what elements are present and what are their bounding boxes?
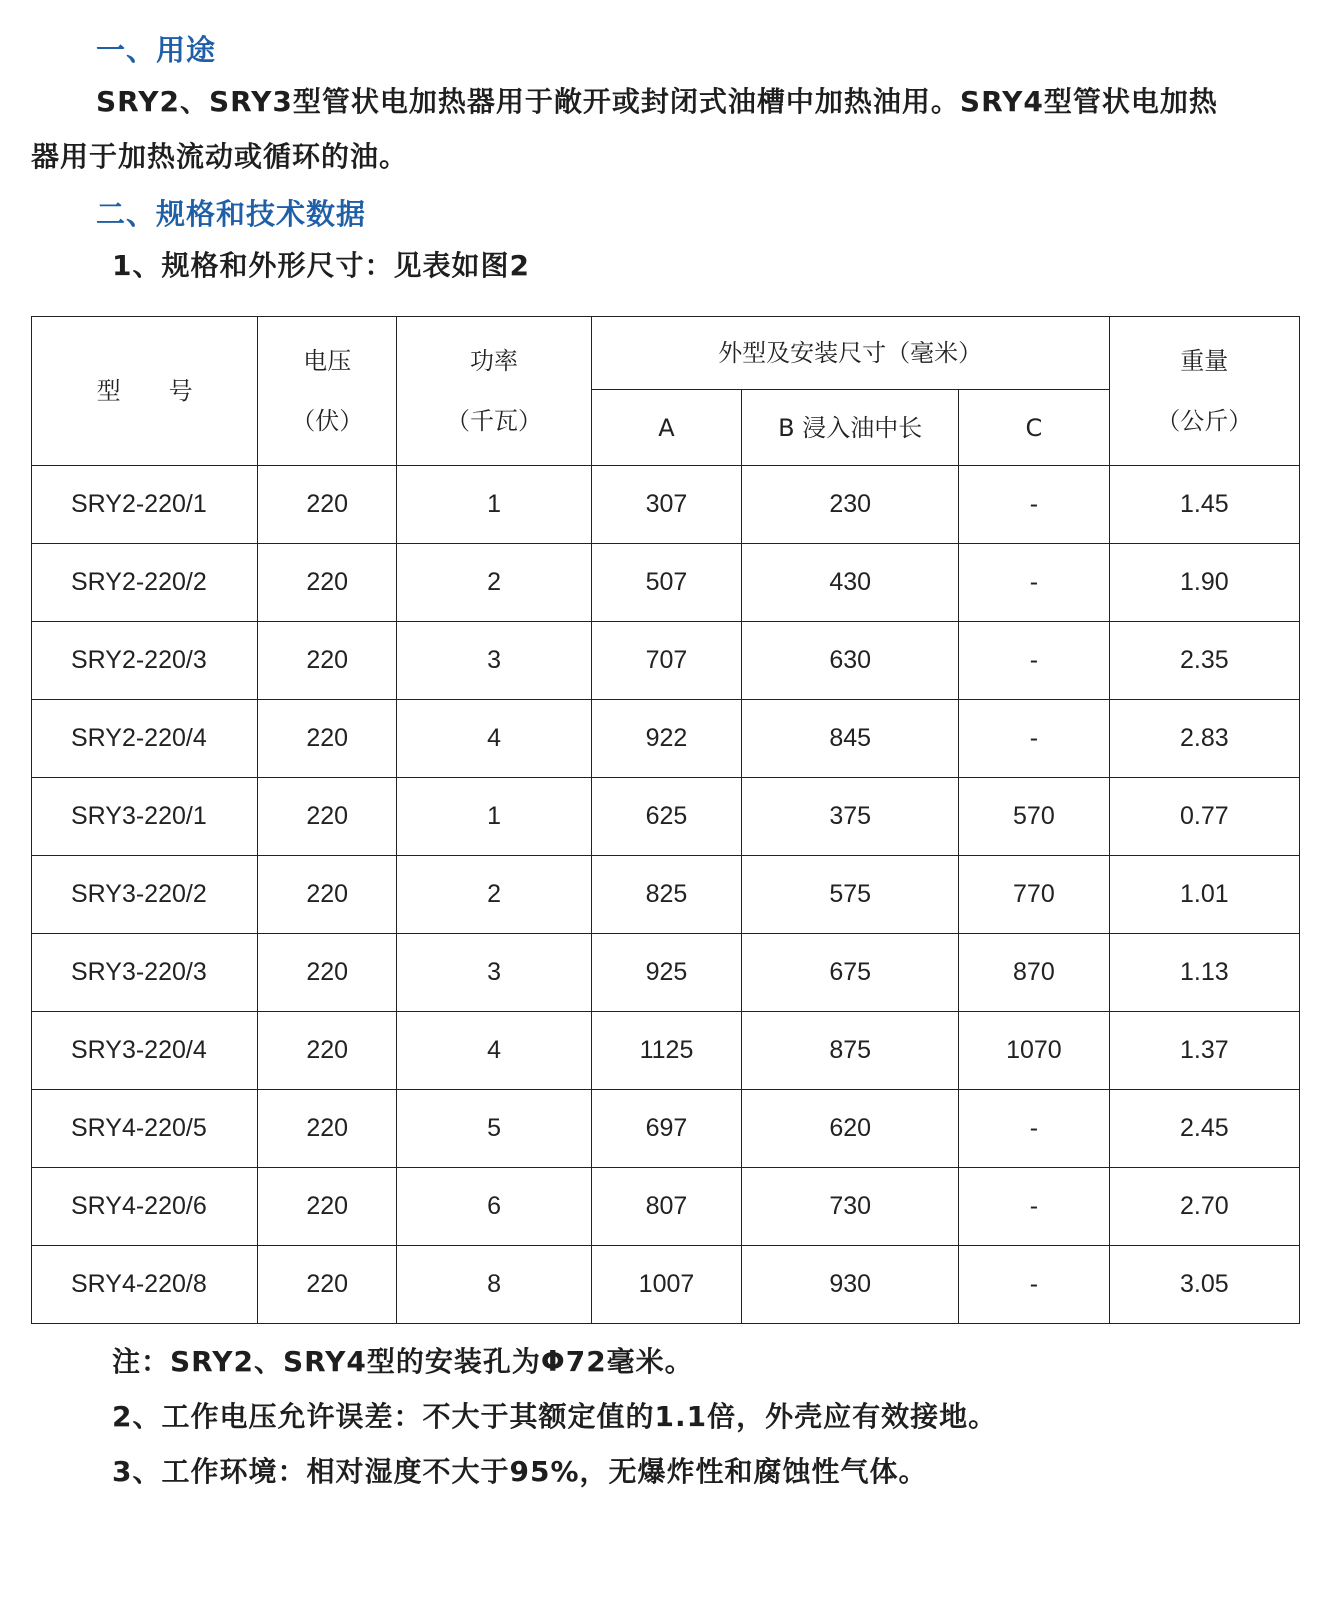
cell-voltage: 220: [258, 466, 397, 544]
table-row: [32, 622, 1300, 700]
cell-b: 875: [742, 1012, 959, 1090]
table-row: [32, 856, 1300, 934]
header-weight-unit: （公斤）: [1156, 407, 1253, 435]
cell-a: 1007: [591, 1246, 741, 1324]
cell-power: 1: [397, 466, 591, 544]
header-dimensions: 外型及安装尺寸（毫米）: [591, 317, 1109, 390]
cell-weight: 1.37: [1109, 1012, 1299, 1090]
cell-voltage: 220: [258, 544, 397, 622]
spec-item-1: 1、规格和外形尺寸：见表如图2: [112, 249, 530, 282]
cell-a: 807: [591, 1168, 741, 1246]
table-row: [32, 1012, 1300, 1090]
cell-voltage: 220: [258, 700, 397, 778]
cell-a: 922: [591, 700, 741, 778]
spec-table-body: [32, 466, 1300, 1324]
cell-weight: 2.83: [1109, 700, 1299, 778]
cell-c: -: [959, 622, 1109, 700]
cell-c: 1070: [959, 1012, 1109, 1090]
header-voltage: [258, 317, 397, 466]
header-dim-c: C: [959, 390, 1109, 466]
cell-c: -: [959, 700, 1109, 778]
cell-power: 5: [397, 1090, 591, 1168]
cell-weight: 1.45: [1109, 466, 1299, 544]
cell-model: SRY4-220/8: [32, 1246, 258, 1324]
cell-power: 4: [397, 1012, 591, 1090]
table-row: [32, 466, 1300, 544]
header-power-label: 功率: [470, 347, 519, 375]
usage-text-line2: 器用于加热流动或循环的油。: [31, 140, 409, 173]
cell-weight: 1.90: [1109, 544, 1299, 622]
header-voltage-unit: （伏）: [291, 407, 364, 435]
cell-voltage: 220: [258, 1090, 397, 1168]
install-hole-note: 注：SRY2、SRY4型的安装孔为Φ72毫米。: [112, 1345, 694, 1378]
cell-c: 870: [959, 934, 1109, 1012]
cell-power: 8: [397, 1246, 591, 1324]
spec-table: [31, 316, 1300, 1324]
cell-model: SRY2-220/1: [32, 466, 258, 544]
cell-b: 630: [742, 622, 959, 700]
cell-b: 620: [742, 1090, 959, 1168]
cell-power: 2: [397, 544, 591, 622]
header-model: 型 号: [32, 317, 258, 466]
cell-c: 770: [959, 856, 1109, 934]
cell-model: SRY3-220/2: [32, 856, 258, 934]
cell-c: 570: [959, 778, 1109, 856]
cell-voltage: 220: [258, 1168, 397, 1246]
cell-model: SRY4-220/6: [32, 1168, 258, 1246]
header-power: [397, 317, 591, 466]
cell-c: -: [959, 1090, 1109, 1168]
cell-b: 930: [742, 1246, 959, 1324]
cell-b: 430: [742, 544, 959, 622]
cell-model: SRY3-220/1: [32, 778, 258, 856]
cell-power: 3: [397, 622, 591, 700]
cell-voltage: 220: [258, 622, 397, 700]
cell-c: -: [959, 1168, 1109, 1246]
cell-model: SRY3-220/3: [32, 934, 258, 1012]
header-weight: [1109, 317, 1299, 466]
cell-weight: 0.77: [1109, 778, 1299, 856]
table-row: [32, 778, 1300, 856]
cell-a: 825: [591, 856, 741, 934]
table-row: [32, 1246, 1300, 1324]
cell-weight: 3.05: [1109, 1246, 1299, 1324]
cell-b: 375: [742, 778, 959, 856]
section-heading-usage: 一、用途: [96, 33, 217, 67]
table-row: [32, 1168, 1300, 1246]
cell-a: 707: [591, 622, 741, 700]
cell-c: -: [959, 466, 1109, 544]
section-heading-specs: 二、规格和技术数据: [96, 197, 367, 231]
cell-model: SRY2-220/2: [32, 544, 258, 622]
cell-weight: 2.45: [1109, 1090, 1299, 1168]
cell-a: 925: [591, 934, 741, 1012]
cell-a: 507: [591, 544, 741, 622]
cell-a: 697: [591, 1090, 741, 1168]
cell-weight: 1.01: [1109, 856, 1299, 934]
table-row: [32, 934, 1300, 1012]
spec-item-3: 3、工作环境：相对湿度不大于95%，无爆炸性和腐蚀性气体。: [112, 1455, 928, 1488]
cell-b: 230: [742, 466, 959, 544]
cell-b: 730: [742, 1168, 959, 1246]
header-weight-label: 重量: [1180, 347, 1229, 375]
table-row: [32, 700, 1300, 778]
table-header-row-1: [32, 317, 1300, 390]
cell-voltage: 220: [258, 1012, 397, 1090]
table-row: [32, 1090, 1300, 1168]
cell-weight: 2.35: [1109, 622, 1299, 700]
usage-text-line1: SRY2、SRY3型管状电加热器用于敞开或封闭式油槽中加热油用。SRY4型管状电加热: [96, 85, 1218, 118]
cell-b: 675: [742, 934, 959, 1012]
cell-voltage: 220: [258, 856, 397, 934]
cell-power: 3: [397, 934, 591, 1012]
cell-c: -: [959, 1246, 1109, 1324]
cell-voltage: 220: [258, 778, 397, 856]
cell-a: 307: [591, 466, 741, 544]
cell-power: 2: [397, 856, 591, 934]
header-dim-a: A: [591, 390, 741, 466]
cell-a: 625: [591, 778, 741, 856]
cell-model: SRY2-220/4: [32, 700, 258, 778]
cell-weight: 2.70: [1109, 1168, 1299, 1246]
cell-weight: 1.13: [1109, 934, 1299, 1012]
cell-b: 845: [742, 700, 959, 778]
cell-voltage: 220: [258, 934, 397, 1012]
cell-voltage: 220: [258, 1246, 397, 1324]
cell-model: SRY2-220/3: [32, 622, 258, 700]
spec-item-2: 2、工作电压允许误差：不大于其额定值的1.1倍，外壳应有效接地。: [112, 1400, 998, 1433]
header-voltage-label: 电压: [303, 347, 352, 375]
header-power-unit: （千瓦）: [446, 407, 543, 435]
cell-power: 4: [397, 700, 591, 778]
cell-model: SRY3-220/4: [32, 1012, 258, 1090]
header-dim-b: B 浸入油中长: [742, 390, 959, 466]
cell-c: -: [959, 544, 1109, 622]
table-row: [32, 544, 1300, 622]
cell-a: 1125: [591, 1012, 741, 1090]
cell-b: 575: [742, 856, 959, 934]
cell-power: 6: [397, 1168, 591, 1246]
cell-power: 1: [397, 778, 591, 856]
cell-model: SRY4-220/5: [32, 1090, 258, 1168]
